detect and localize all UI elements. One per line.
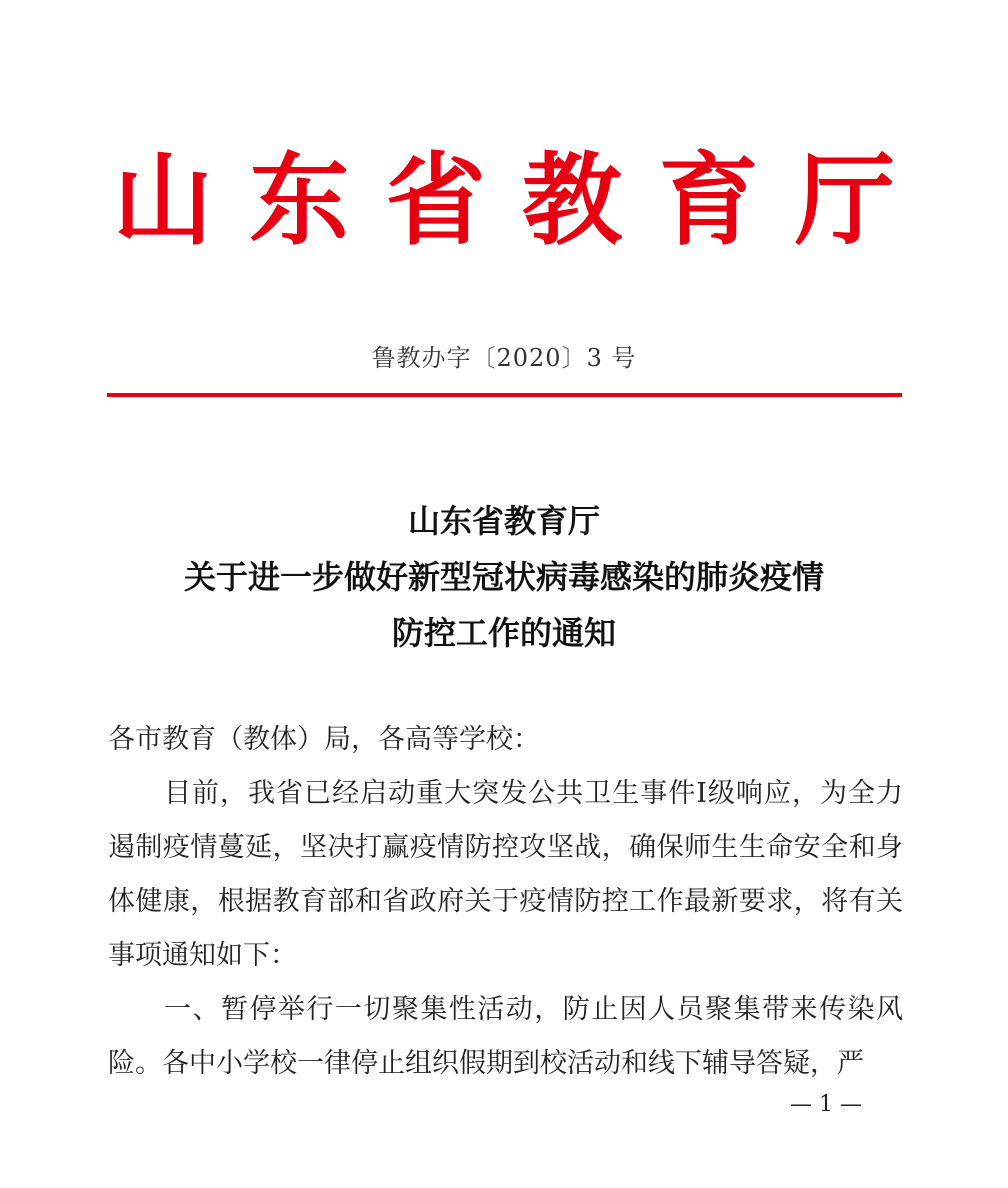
- red-divider-line: [107, 393, 902, 397]
- page-number: — 1 —: [790, 1092, 862, 1117]
- title-line-3: 防控工作的通知: [391, 614, 616, 652]
- document-number: 鲁教办字〔2020〕3 号: [371, 344, 637, 372]
- paragraph-item-1: 一、暂停举行一切聚集性活动，防止因人员聚集带来传染风险。各中小学校一律停止组织假期到校活动和线下辅导答疑，严: [108, 994, 903, 1079]
- issuer-red-header: [108, 135, 900, 265]
- issuer-char: 东: [249, 141, 350, 259]
- issuer-char: 教: [522, 141, 623, 259]
- issuer-char: 山: [113, 141, 213, 259]
- title-line-2: 关于进一步做好新型冠状病毒感染的肺炎疫情: [183, 558, 824, 596]
- document-body: [108, 713, 903, 1091]
- title-line-1: 山东省教育厅: [407, 502, 600, 540]
- paragraph-intro: 目前，我省已经启动重大突发公共卫生事件Ⅰ级响应，为全力遏制疫情蔓延，坚决打赢疫情防控攻坚战，确保师生生命安全和身体健康，根据教育部和省政府关于疫情防控工作最新要求，将有关事项通知如下：: [108, 778, 903, 971]
- issuer-char: 省: [385, 141, 486, 259]
- salutation: 各市教育（教体）局，各高等学校：: [108, 724, 540, 755]
- issuer-char: 厅: [794, 141, 895, 259]
- issuer-char: 育: [658, 141, 759, 259]
- document-title: [0, 493, 1008, 661]
